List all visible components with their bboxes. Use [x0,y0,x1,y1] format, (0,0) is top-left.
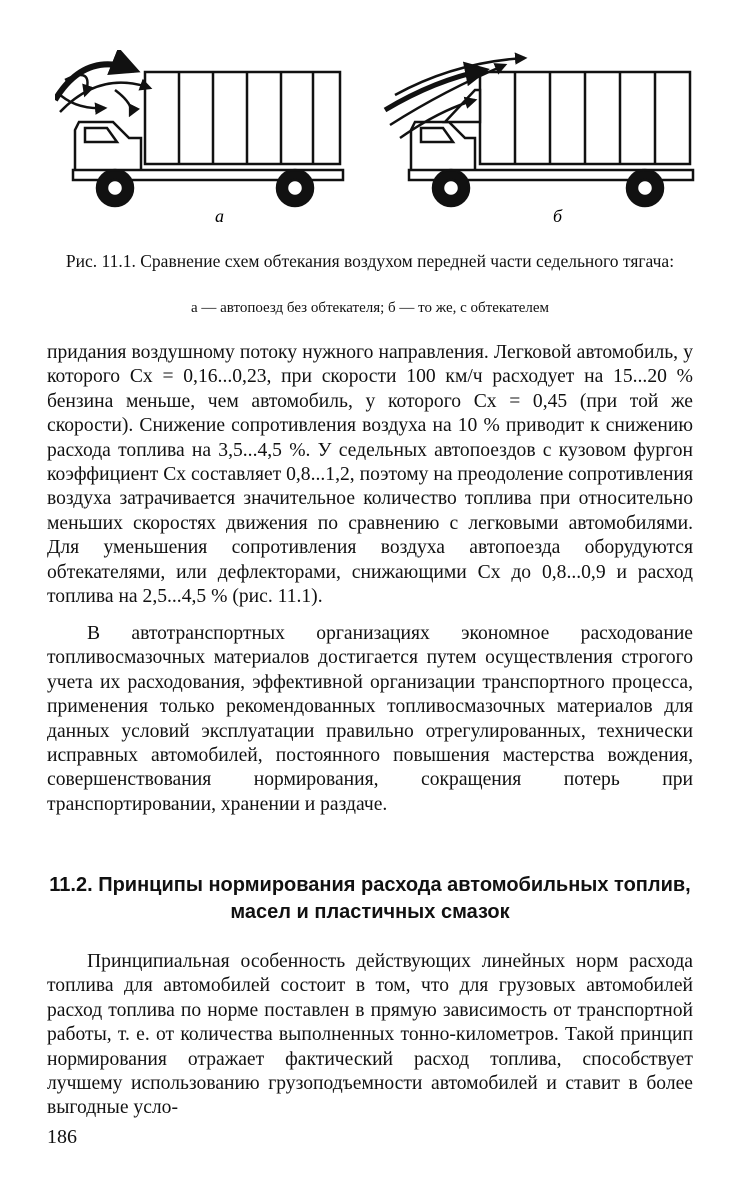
truck-illustration [55,50,695,240]
truck-b-drawing [385,58,693,206]
paragraph-2-text: В автотранспортных организациях экономное расходование топливосмазочных материалов достигается путем осуществления строгого учета их расходования, эффективной организации транспортного процесса, применения только рекомендованных топливосмазочных материалов для данных условий эксплуатации правильно отрегулированных, технически исправных автомобилей, постоянного повышения мастерства вождения, совершенствования нормирования, сокращения потерь при транспортировании, хранении и раздаче. [47,623,693,815]
figure-label-b: б [553,206,563,226]
figure-label-a: а [215,206,224,226]
paragraph-2 [47,622,693,817]
paragraph-3 [47,950,693,1121]
truck-a-drawing [55,64,343,206]
figure-truck-airflow [55,50,695,240]
page-number: 186 [47,1126,77,1148]
figure-caption: Рис. 11.1. Сравнение схем обтекания воздухом передней части седельного тягача: [65,251,675,271]
figure-legend: а — автопоезд без обтекателя; б — то же, с обтекателем [190,300,550,316]
paragraph-1: придания воздушному потоку нужного направления. Легковой автомобиль, у которого Cx = 0,16...0,23, при скорости 100 км/ч расходует на 15...20 % бензина меньше, чем автомобиль, у которого Cx = 0,45 (при той же скорости). Снижение сопротивления воздуха на 10 % приводит к снижению расхода топлива на 3,5...4,5 %. У седельных автопоездов с кузовом фургон коэффициент Cx составляет 0,8...1,2, поэтому на преодоление сопротивления воздуха затрачивается значительное количество топлива при относительно меньших скоростях движения по сравнению с легковыми автомобилями. Для уменьшения сопротивления воздуха автопоезда оборудуются обтекателями, или дефлекторами, снижающими Cx до 0,8...0,9 и расход топлива на 2,5...4,5 % (рис. 11.1). [47,342,693,608]
paragraph-3-text: Принципиальная особенность действующих линейных норм расхода топлива для автомобилей состоит в том, что для грузовых автомобилей расход топлива по норме поставлен в прямую зависимость от транспортной работы, т. е. от количества выполненных тонно-километров. Такой принцип нормирования отражает фактический расход топлива, способствует лучшему использованию грузоподъемности автомобилей и ставит в более выгодные усло- [47,951,693,1119]
section-heading: 11.2. Принципы нормирования расхода автомобильных топлив, масел и пластичных смазок [49,874,691,923]
